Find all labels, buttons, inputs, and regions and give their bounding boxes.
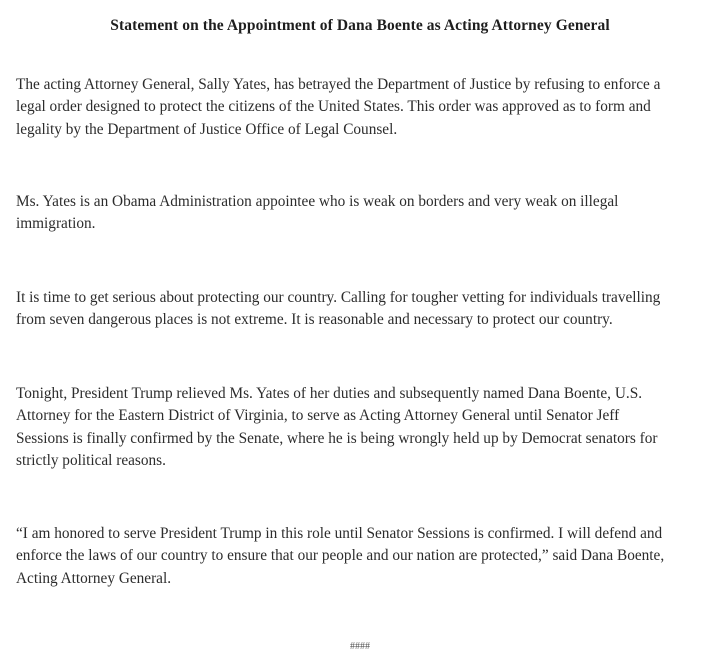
- paragraph-line: immigration.: [16, 215, 96, 233]
- end-mark: ####: [350, 641, 370, 652]
- paragraph-line: Acting Attorney General.: [16, 569, 172, 587]
- paragraph-line: Ms. Yates is an Obama Administration appointee who is weak on borders and very weak on illegal: [16, 193, 619, 210]
- paragraph-line: legal order designed to protect the citizens of the United States. This order was approved as to form and: [16, 98, 651, 116]
- paragraph-line: “I am honored to serve President Trump in this role until Senator Sessions is confirmed. I will defend and: [16, 525, 663, 542]
- paragraph-line: strictly political reasons.: [16, 451, 166, 469]
- document-title: Statement on the Appointment of Dana Boente as Acting Attorney General: [110, 17, 610, 34]
- paragraph-line: It is time to get serious about protecting our country. Calling for tougher vetting for individuals travelling: [16, 289, 661, 306]
- paragraph-line: Sessions is finally confirmed by the Senate, where he is being wrongly held up by Democrat senators for: [16, 429, 658, 447]
- paragraph-line: from seven dangerous places is not extreme. It is reasonable and necessary to protect our country.: [16, 311, 613, 329]
- paragraph-line: The acting Attorney General, Sally Yates, has betrayed the Department of Justice by refusing to enforce a: [16, 76, 661, 93]
- paragraph-line: legality by the Department of Justice Office of Legal Counsel.: [16, 120, 398, 138]
- paragraph-tougher-vetting: [16, 287, 706, 332]
- paragraph-line: Attorney for the Eastern District of Virginia, to serve as Acting Attorney General until Senator Jeff: [16, 407, 620, 425]
- paragraph-obama-appointee: [16, 191, 706, 236]
- paragraph-line: Tonight, President Trump relieved Ms. Yates of her duties and subsequently named Dana Boente, U.S.: [16, 385, 643, 402]
- paragraph-boente-quote: [16, 523, 706, 590]
- paragraph-boente-named: [16, 383, 706, 472]
- paragraph-line: enforce the laws of our country to ensure that our people and our nation are protected,” said Dana Boente,: [16, 547, 665, 565]
- paragraph-yates-betrayal: [16, 74, 706, 141]
